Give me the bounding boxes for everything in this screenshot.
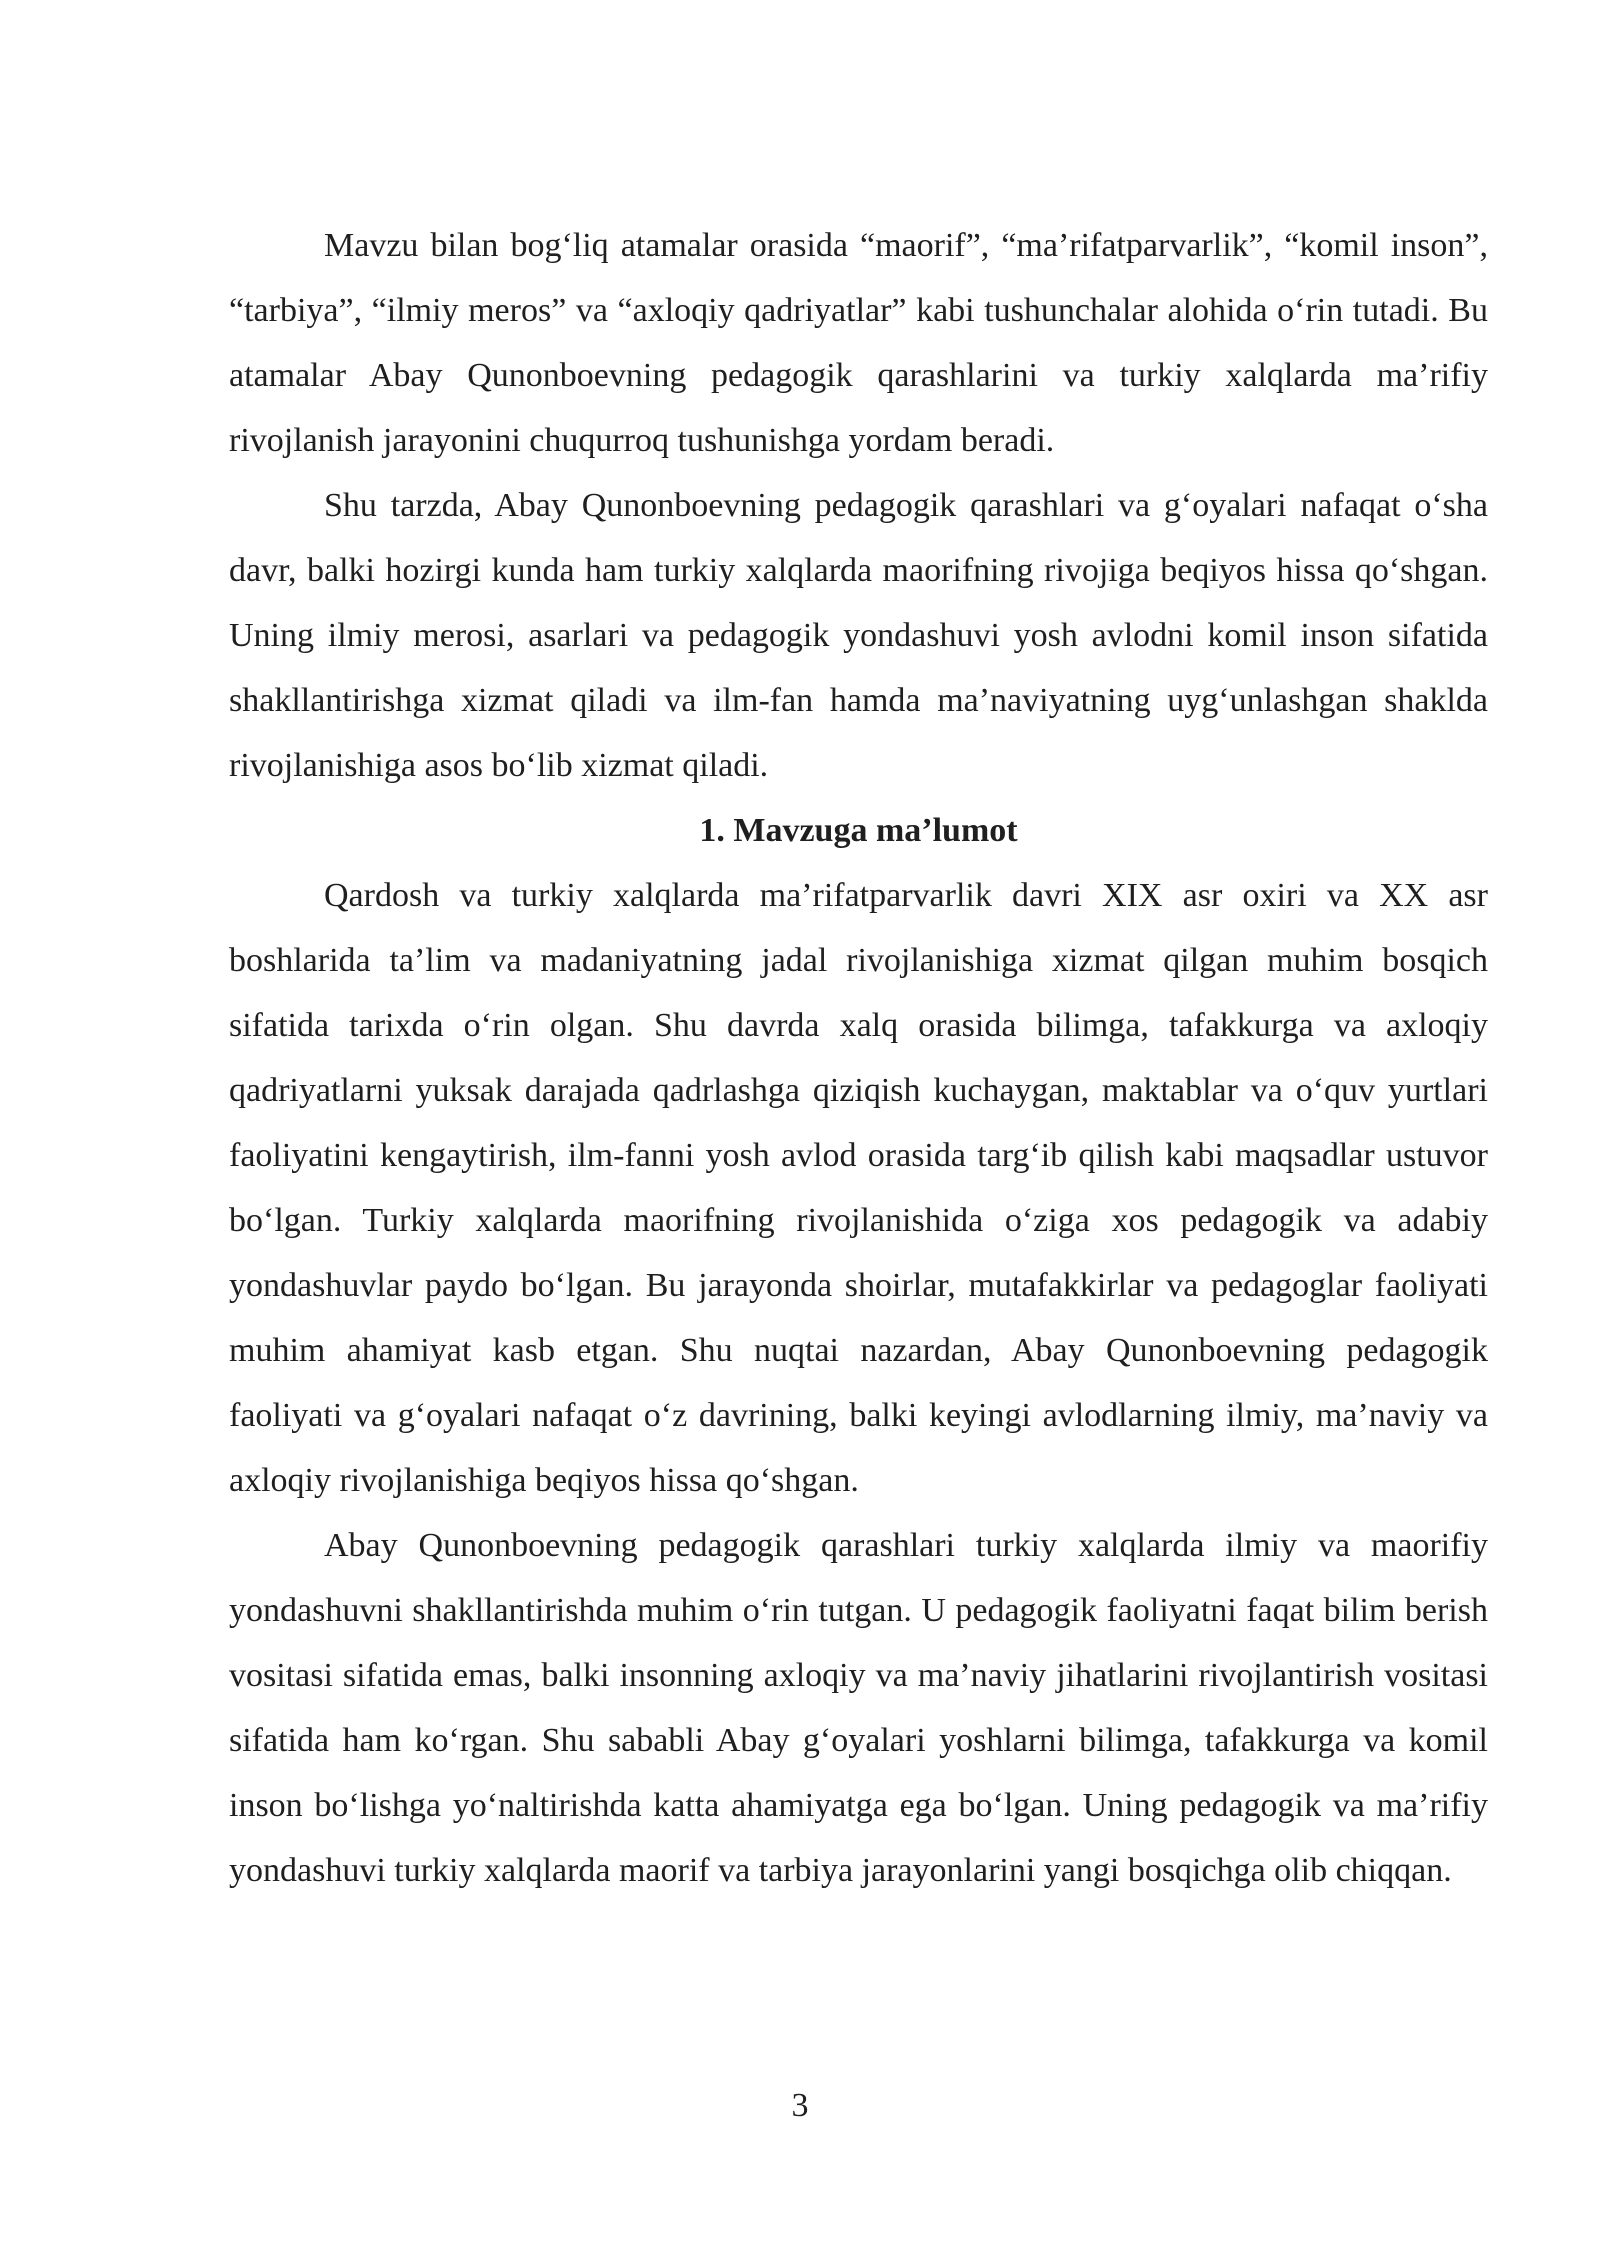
- paragraph-pedagogical-views: Abay Qunonboevning pedagogik qarashlari turkiy xalqlarda ilmiy va maorifiy yondashuvni shakllantirishda muhim o‘rin tutgan. U pedagogik faoliyatni faqat bilim berish vositasi sifatida emas, balki insonning axloqiy va ma’naviy jihatlarini rivojlantirish vositasi sifatida ham ko‘rgan. Shu sababli Abay g‘oyalari yoshlarni bilimga, tafakkurga va komil inson bo‘lishga yo‘naltirishda katta ahamiyatga ega bo‘lgan. Uning pedagogik va ma’rifiy yondashuvi turkiy xalqlarda maorif va tarbiya jarayonlarini yangi bosqichga olib chiqqan.: [229, 1527, 1488, 1889]
- page-body: [229, 213, 1488, 1903]
- page-number: 3: [791, 2087, 809, 2124]
- section-heading: 1. Mavzuga ma’lumot: [699, 812, 1018, 849]
- paragraph-terminology: Mavzu bilan bog‘liq atamalar orasida “maorif”, “ma’rifatparvarlik”, “komil inson”, “tarbiya”, “ilmiy meros” va “axloqiy qadriyatlar” kabi tushunchalar alohida o‘rin tutadi. Bu atamalar Abay Qunonboevning pedagogik qarashlarini va turkiy xalqlarda ma’rifiy rivojlanish jarayonini chuqurroq tushunishga yordam beradi.: [229, 227, 1488, 459]
- paragraph-enlightenment-era: Qardosh va turkiy xalqlarda ma’rifatparvarlik davri XIX asr oxiri va XX asr boshlarida ta’lim va madaniyatning jadal rivojlanishiga xizmat qilgan muhim bosqich sifatida tarixda o‘rin olgan. Shu davrda xalq orasida bilimga, tafakkurga va axloqiy qadriyatlarni yuksak darajada qadrlashga qiziqish kuchaygan, maktablar va o‘quv yurtlari faoliyatini kengaytirish, ilm-fanni yosh avlod orasida targ‘ib qilish kabi maqsadlar ustuvor bo‘lgan. Turkiy xalqlarda maorifning rivojlanishida o‘ziga xos pedagogik va adabiy yondashuvlar paydo bo‘lgan. Bu jarayonda shoirlar, mutafakkirlar va pedagoglar faoliyati muhim ahamiyat kasb etgan. Shu nuqtai nazardan, Abay Qunonboevning pedagogik faoliyati va g‘oyalari nafaqat o‘z davrining, balki keyingi avlodlarning ilmiy, ma’naviy va axloqiy rivojlanishiga beqiyos hissa qo‘shgan.: [229, 877, 1488, 1499]
- paragraph-conclusion: Shu tarzda, Abay Qunonboevning pedagogik qarashlari va g‘oyalari nafaqat o‘sha davr, balki hozirgi kunda ham turkiy xalqlarda maorifning rivojiga beqiyos hissa qo‘shgan. Uning ilmiy merosi, asarlari va pedagogik yondashuvi yosh avlodni komil inson sifatida shakllantirishga xizmat qiladi va ilm-fan hamda ma’naviyatning uyg‘unlashgan shaklda rivojlanishiga asos bo‘lib xizmat qiladi.: [229, 487, 1488, 784]
